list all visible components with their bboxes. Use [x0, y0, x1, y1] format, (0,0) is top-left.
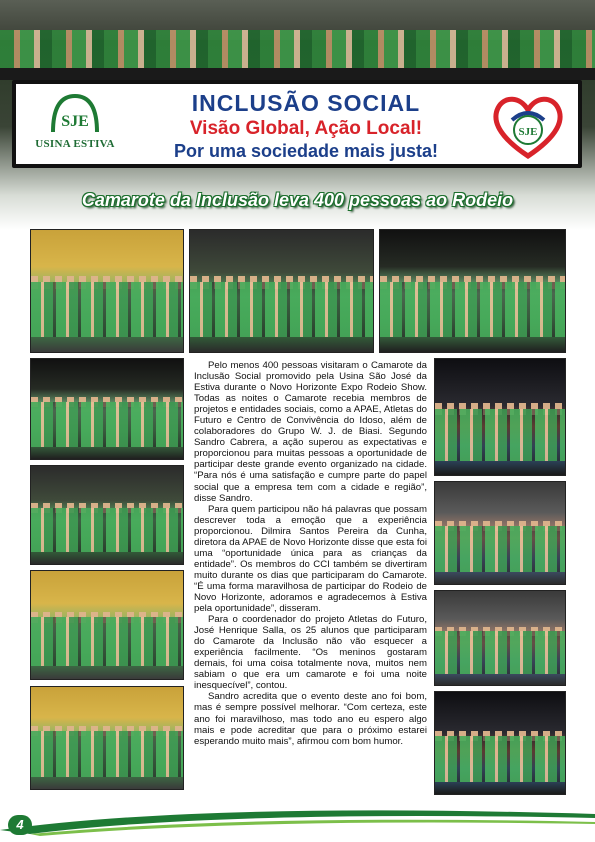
inclusion-banner	[12, 80, 582, 168]
photo-family-cowboy	[434, 358, 566, 476]
page-number: 4	[8, 815, 32, 835]
photo-group-night-1	[30, 358, 184, 460]
photo-group-green-shirts-1	[30, 229, 184, 353]
banner-subtitle: Visão Global, Ação Local!	[189, 118, 423, 139]
article-headline: Camarote da Inclusão leva 400 pessoas ao Rodeio	[81, 190, 514, 210]
photo-group-night-2	[30, 465, 184, 565]
article-body	[194, 360, 427, 802]
logo-initials-right: SJE	[518, 126, 538, 138]
heart-logo-icon	[488, 90, 568, 162]
photo-youths	[434, 481, 566, 585]
logo-brand-text: USINA ESTIVA	[35, 138, 115, 150]
logo-initials-left: SJE	[61, 113, 89, 130]
photo-group-yellow-wall-2	[30, 686, 184, 790]
usina-estiva-logo	[30, 92, 120, 162]
balcony-rail	[0, 68, 595, 80]
sje-logo-icon	[49, 92, 101, 136]
article-paragraph: Para quem participou não há palavras que possam descrever toda a emoção que a experiência proporcionou. Dilmira Santos Pereira da Cunha, diretora da APAE de Novo Horizonte disse que esta foi uma “oportunidade única para as crianças da entidade”. Os membros do CCI também se divertiram muito durante os dias que participaram do Camarote. “É uma forma maravilhosa de participar do Rodeio de Novo Horizonte, adoramos e agradecemos à Estiva pela oportunidade”, disseram.	[194, 503, 427, 615]
photo-men-group	[434, 691, 566, 795]
article-paragraph: Para o coordenador do projeto Atletas do Futuro, José Henrique Salla, os 25 alunos que participaram do Camarote da Inclusão não vão esquecer a experiência facilmente. “Os meninos gostaram demais, foi uma coisa totalmente nova, muitos nem sabiam o que era um camarote e foi uma noite inesquecível”, contou.	[194, 614, 427, 692]
photo-group-green-shirts-2	[379, 229, 566, 353]
photo-group-cheering	[189, 229, 374, 353]
footer-swoosh	[0, 800, 595, 842]
article-paragraph: Pelo menos 400 pessoas visitaram o Camarote da Inclusão Social promovido pela Usina São José da Estiva durante o Novo Horizonte Expo Rodeio Show. Todas as noites o Camarote recebia membros de projetos e entidades sociais, como a APAE, Atletas do Futuro e Centro de Convivência do Idoso, além de colaboradores do Grupo W. J. de Biasi. Segundo Sandro Cabrera, a ação superou as expectativas e proporcionou para muitas pessoas a oportunidade de participar deste grande evento organizado na cidade. “Para nós é uma satisfação e cumpre parte do papel social que a empresa tem com a cidade e região”, disse Sandro.	[194, 360, 427, 504]
article-paragraph: Sandro acredita que o evento deste ano foi bom, mas é sempre possível melhorar. “Com certeza, este ano foi maravilhoso, mas todo ano eu espero algo mais e pode acreditar que para o próximo estarei esperando muito mais”, afirmou com bom humor.	[194, 691, 427, 747]
photo-group-yellow-wall-1	[30, 570, 184, 680]
photo-clown-group	[434, 590, 566, 686]
banner-tagline: Por uma sociedade mais justa!	[173, 141, 439, 161]
banner-title: INCLUSÃO SOCIAL	[191, 90, 421, 116]
